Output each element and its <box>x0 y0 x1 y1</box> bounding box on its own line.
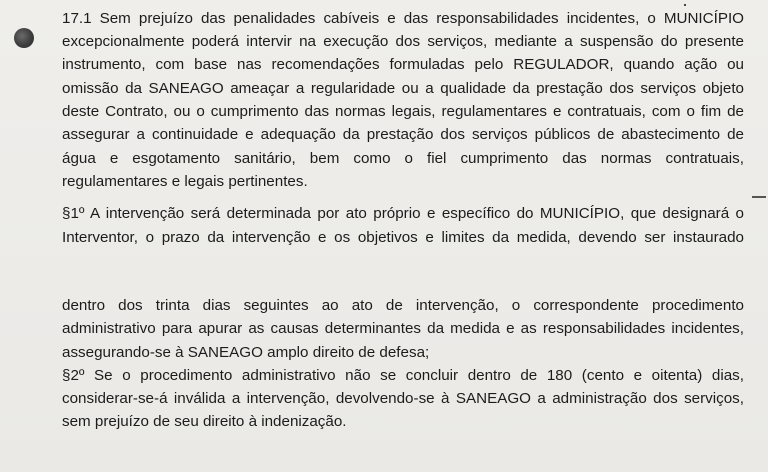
dot-mark <box>684 4 686 6</box>
clause-s2-line-1: §2º Se o procedimento administrativo não se concluir dentro de 180 (cento e oitenta) dias, <box>62 367 744 384</box>
clause-s1-line-2: Interventor, o prazo da intervenção e os objetivos e limites da medida, devendo ser instaurado <box>62 229 744 246</box>
clause-17-1-line-7: água e esgotamento sanitário, bem como o fiel cumprimento das normas contratuais, <box>62 150 744 167</box>
punch-hole-mark <box>14 28 34 48</box>
clause-17-1-line-5: deste Contrato, ou o cumprimento das normas legais, regulamentares e contratuais, com o fim de <box>62 103 744 120</box>
clause-17-1-line-6: assegurar a continuidade e adequação da prestação dos serviços públicos de abastecimento de <box>62 126 744 143</box>
clause-17-1-line-8: regulamentares e legais pertinentes. <box>62 173 308 190</box>
clause-s1-line-5: assegurando-se à SANEAGO amplo direito de defesa; <box>62 344 430 361</box>
clause-17-1-line-4: omissão da SANEAGO ameaçar a regularidade ou a qualidade da prestação dos serviços objeto <box>62 80 744 97</box>
clause-s2-line-3: sem prejuízo de seu direito à indenização. <box>62 413 347 430</box>
clause-s1-line-3: dentro dos trinta dias seguintes ao ato de intervenção, o correspondente procedimento <box>62 297 744 314</box>
clause-17-1-line-1: 17.1 Sem prejuízo das penalidades cabíveis e das responsabilidades incidentes, o MUNICÍPIO <box>62 10 744 27</box>
clause-s1-line-1: §1º A intervenção será determinada por ato próprio e específico do MUNICÍPIO, que designará o <box>62 205 744 222</box>
clause-17-1-line-2: excepcionalmente poderá intervir na execução dos serviços, mediante a suspensão do presente <box>62 33 744 50</box>
clause-17-1-line-3: instrumento, com base nas recomendações formuladas pelo REGULADOR, quando ação ou <box>62 56 744 73</box>
clause-s1-line-4: administrativo para apurar as causas determinantes da medida e as responsabilidades incidentes, <box>62 320 744 337</box>
edge-mark <box>752 196 766 198</box>
clause-s2-line-2: considerar-se-á inválida a intervenção, devolvendo-se à SANEAGO a administração dos serviços, <box>62 390 744 407</box>
